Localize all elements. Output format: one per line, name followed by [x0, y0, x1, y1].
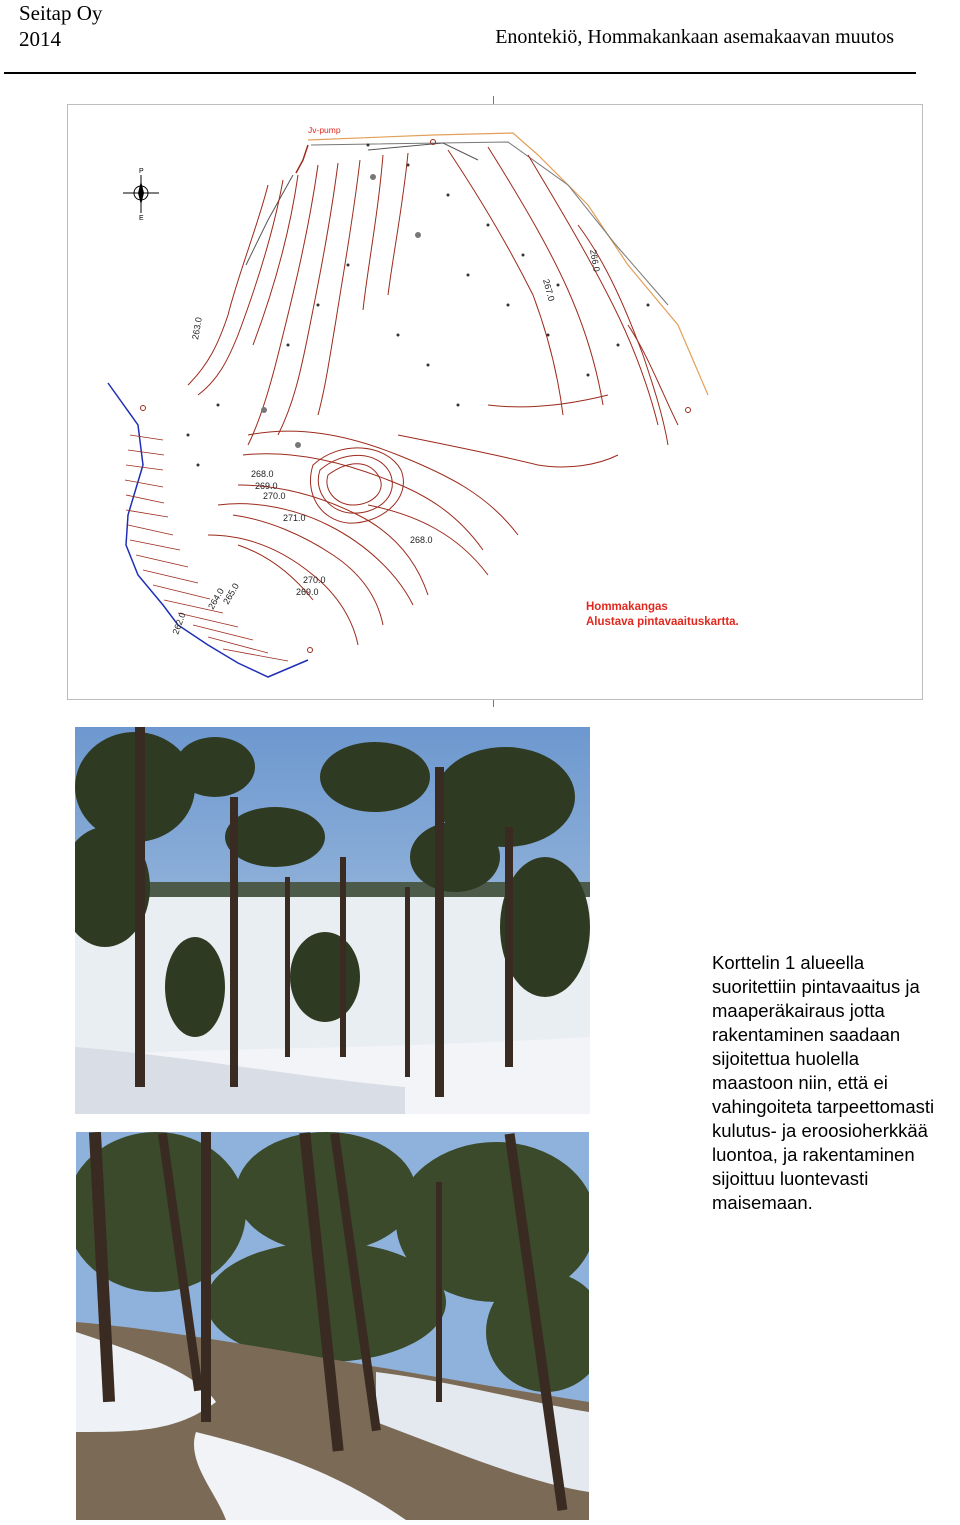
caption-line: sijoitettua huolella — [712, 1048, 860, 1069]
forest-photo-slope — [76, 1132, 589, 1520]
caption-line: kulutus- ja eroosioherkkää — [712, 1120, 928, 1141]
contour-lines — [188, 147, 678, 645]
caption-line: maastoon niin, että ei — [712, 1072, 888, 1093]
map-title-line1: Hommakangas — [586, 601, 668, 613]
caption-line: rakentaminen saadaan — [712, 1024, 901, 1045]
contour-label: 267.0 — [541, 277, 557, 303]
contour-label: 263.0 — [190, 316, 204, 341]
contour-label: 264.0 — [206, 586, 226, 611]
compass-north-label: P — [139, 168, 144, 175]
header-divider — [4, 72, 916, 74]
contour-label: 269.0 — [296, 587, 319, 597]
contour-map-drawing — [68, 105, 922, 699]
caption-line: maisemaan. — [712, 1192, 813, 1213]
compass-south-label: E — [139, 215, 144, 222]
survey-map — [67, 104, 923, 700]
crop-mark-top — [493, 96, 494, 104]
contour-label: 270.0 — [263, 491, 286, 501]
caption-line: sijoittuu luontevasti — [712, 1168, 869, 1189]
contour-label: 270.0 — [303, 575, 326, 585]
document-year: 2014 — [19, 27, 61, 51]
road-lines — [246, 133, 708, 395]
map-title-line2: Alustava pintavaaituskartta. — [586, 616, 739, 628]
pump-label: Jv-pump — [308, 125, 341, 135]
forest-photo-lake-view — [75, 727, 590, 1114]
contour-label: 271.0 — [283, 513, 306, 523]
caption-line: maaperäkairaus jotta — [712, 1000, 885, 1021]
contour-label: 268.0 — [251, 469, 274, 479]
crop-mark-bottom — [493, 699, 494, 707]
company-name: Seitap Oy — [19, 1, 103, 25]
contour-label: 262.0 — [170, 611, 188, 636]
caption-line: suoritettiin pintavaaitus ja — [712, 976, 920, 997]
header-company-block — [19, 0, 102, 52]
contour-label: 266.0 — [588, 248, 602, 273]
survey-points — [141, 140, 691, 653]
photo-caption — [712, 951, 960, 1215]
caption-line: vahingoiteta tarpeettomasti — [712, 1096, 935, 1117]
contour-label: 269.0 — [255, 481, 278, 491]
contour-label: 265.0 — [221, 581, 241, 606]
document-title: Enontekiö, Hommakankaan asemakaavan muutos — [495, 26, 894, 48]
caption-line: Korttelin 1 alueella — [712, 952, 865, 973]
compass-icon — [123, 168, 159, 222]
contour-label: 268.0 — [410, 535, 433, 545]
plan-boundary — [108, 383, 308, 677]
caption-line: luontoa, ja rakentaminen — [712, 1144, 915, 1165]
